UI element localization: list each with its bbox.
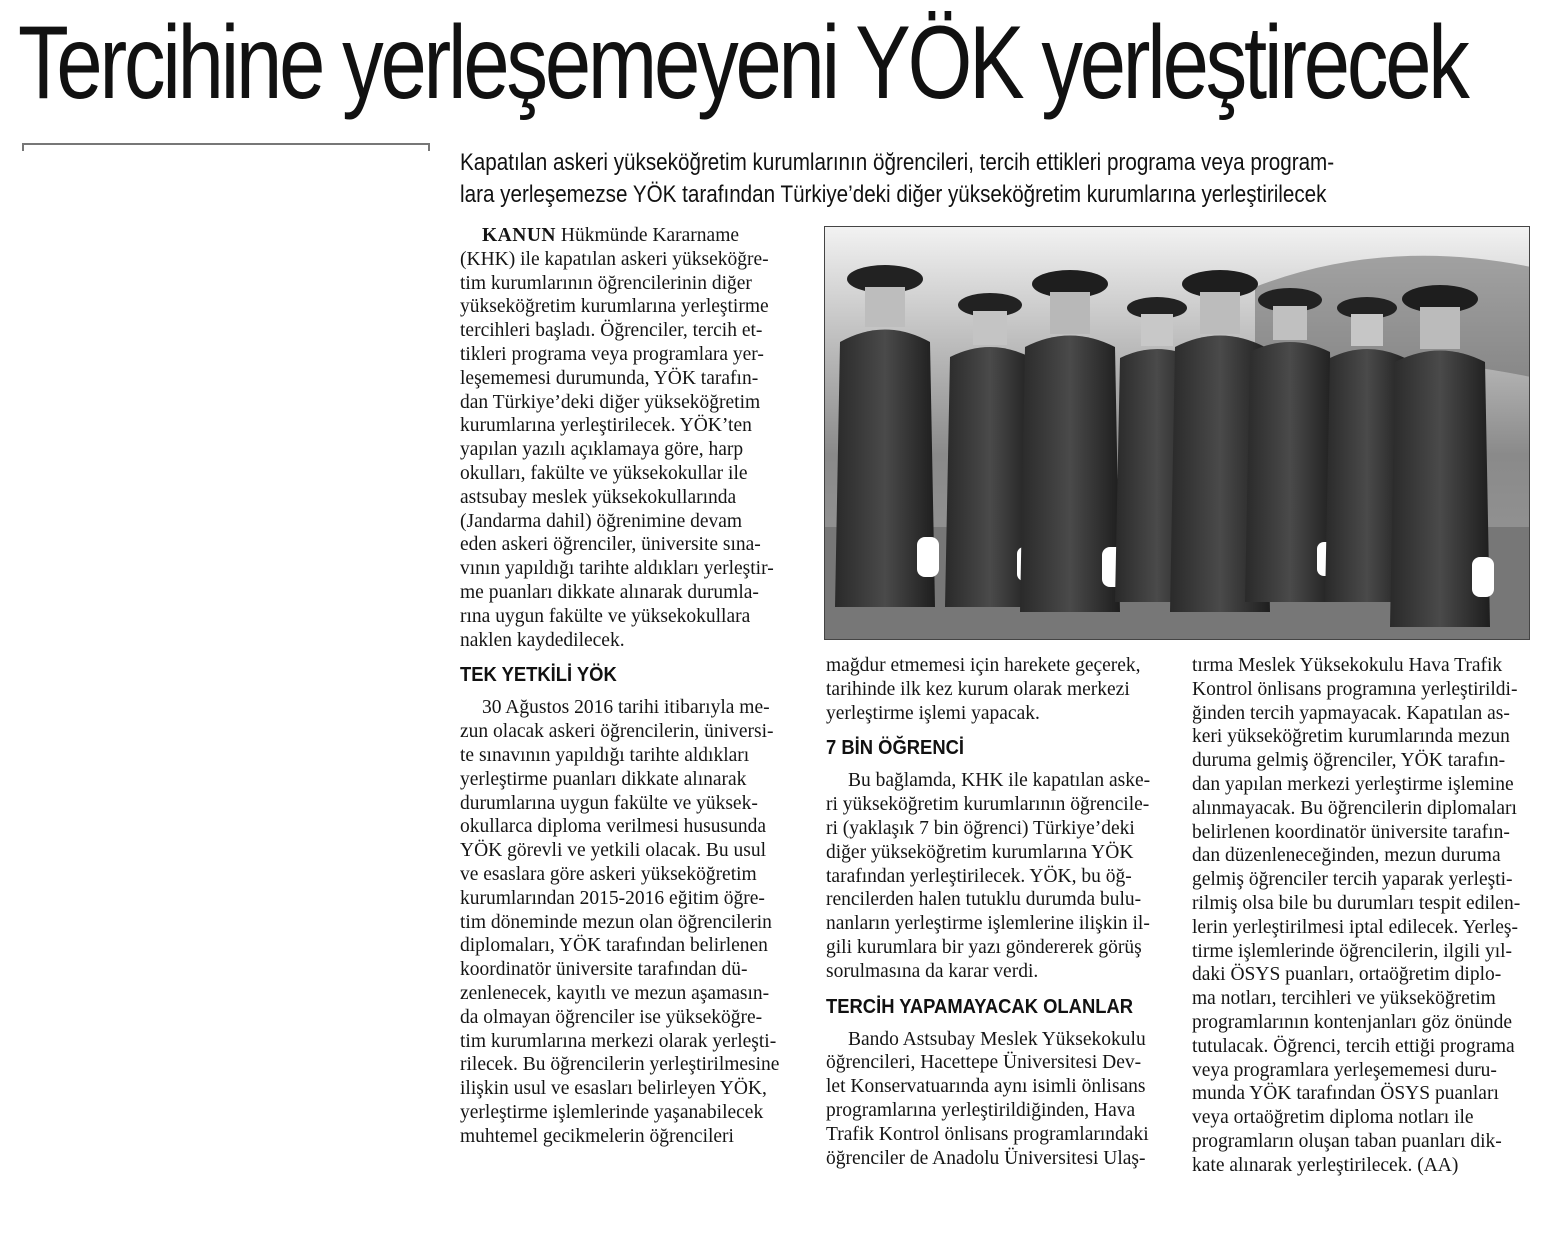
text-line: durumlarına uygun fakülte ve yüksek- bbox=[460, 792, 758, 814]
text-line: lerin yerleştirilmesi iptal edilecek. Yerleş- bbox=[1192, 916, 1518, 938]
text-line: da olmayan öğrenciler ise yükseköğre- bbox=[460, 1006, 763, 1028]
text-line: munda YÖK tarafından ÖSYS puanları bbox=[1192, 1083, 1499, 1105]
text-line: kurumlarından 2015-2016 eğitim öğre- bbox=[460, 887, 765, 909]
text-line: öğrencileri, Hacettepe Üniversitesi Dev- bbox=[826, 1052, 1142, 1074]
text-line: diğer yükseköğretim kurumlarına YÖK bbox=[826, 841, 1134, 863]
intro-first-line: Hükmünde Kararname bbox=[556, 225, 740, 246]
text-line: kate alınarak yerleştirilecek. (AA) bbox=[1192, 1154, 1459, 1176]
text-line: belirlenen koordinatör üniversite tarafın- bbox=[1192, 821, 1510, 843]
text-line: muhtemel gecikmelerin öğrencileri bbox=[460, 1125, 734, 1147]
text-line: yükseköğretim kurumlarına yerleştirme bbox=[460, 296, 769, 318]
text-line: yerleştirme işlemlerinde yaşanabilecek bbox=[460, 1101, 764, 1123]
text-line: programlarına yerleştirildiğinden, Hava bbox=[826, 1099, 1136, 1121]
text-line: programların oluşan taban puanları dik- bbox=[1192, 1130, 1502, 1152]
text-line: nanların yerleştirme işlemlerine ilişkin il- bbox=[826, 913, 1150, 935]
text-line: ri (yaklaşık 7 bin öğrenci) Türkiye’deki bbox=[826, 817, 1135, 839]
text-line: naklen kaydedilecek. bbox=[460, 629, 625, 651]
deck-subheadline bbox=[460, 147, 1540, 211]
article-column-3 bbox=[1192, 654, 1537, 1178]
text-line: yerleştirme işlemi yapacak. bbox=[826, 702, 1040, 724]
text-line: okulları, fakülte ve yüksekokullar ile bbox=[460, 462, 748, 484]
text-line: Bu bağlamda, KHK ile kapatılan aske- bbox=[848, 770, 1151, 792]
text-line: veya programlara yerleşememesi duru- bbox=[1192, 1059, 1497, 1081]
text-line: rına uygun fakülte ve yüksekokullara bbox=[460, 605, 751, 627]
text-line: ve esaslara göre askeri yükseköğretim bbox=[460, 863, 757, 885]
text-line: zenlenecek, kayıtlı ve mezun aşamasın- bbox=[460, 982, 770, 1004]
text-line: ma notları, tercihleri ve yükseköğretim bbox=[1192, 988, 1496, 1010]
text-line: me puanları dikkate alınarak durumla- bbox=[460, 581, 759, 603]
text-line: kurumlarına yerleştirilecek. YÖK’ten bbox=[460, 415, 752, 437]
text-line: programlarının kontenjanları göz önünde bbox=[1192, 1011, 1513, 1033]
text-line: ilişkin usul ve esasları belirleyen YÖK, bbox=[460, 1078, 767, 1100]
paragraph-tek-yetkili bbox=[460, 696, 800, 1148]
paragraph-7-bin bbox=[826, 769, 1171, 983]
text-line: leşememesi durumunda, YÖK tarafın- bbox=[460, 367, 759, 389]
text-line: alınmayacak. Bu öğrencilerin diplomaları bbox=[1192, 797, 1517, 819]
paragraph-column-3 bbox=[1192, 654, 1537, 1178]
subhead-tercih-yapamayacak: TERCİH YAPAMAYACAK OLANLAR bbox=[826, 995, 1134, 1018]
text-line: 30 Ağustos 2016 tarihi itibarıyla me- bbox=[482, 697, 770, 719]
headline: Tercihine yerleşemeyeni YÖK yerleştirecek bbox=[18, 5, 1467, 121]
text-line: (KHK) ile kapatılan askeri yükseköğre- bbox=[460, 248, 769, 270]
text-line: let Konservatuarında aynı isimli önlisans bbox=[826, 1076, 1146, 1098]
text-line: tim kurumlarının öğrencilerinin diğer bbox=[460, 272, 752, 294]
text-line: dan düzenleneceğinden, mezun duruma bbox=[1192, 845, 1501, 867]
text-line: veya ortaöğretim diploma notları ile bbox=[1192, 1107, 1474, 1129]
text-line: daki ÖSYS puanları, ortaöğretim diplo- bbox=[1192, 964, 1502, 986]
text-line: keri yükseköğretim kurumlarında mezun bbox=[1192, 726, 1510, 748]
subhead-7-bin-ogrenci: 7 BİN ÖĞRENCİ bbox=[826, 737, 965, 760]
text-line: rilecek. Bu öğrencilerin yerleştirilmesine bbox=[460, 1054, 780, 1076]
text-line: dan Türkiye’deki diğer yükseköğretim bbox=[460, 391, 761, 413]
text-line: diplomaları, YÖK tarafından belirlenen bbox=[460, 935, 768, 957]
text-line: tarihinde ilk kez kurum olarak merkezi bbox=[826, 678, 1130, 700]
text-line: astsubay meslek yüksekokullarında bbox=[460, 486, 737, 508]
text-line: te sınavının yapıldığı tarihte aldıkları bbox=[460, 744, 750, 766]
text-line: tim döneminde mezun olan öğrencilerin bbox=[460, 911, 772, 933]
text-line: ğinden tercih yapmayacak. Kapatılan as- bbox=[1192, 702, 1510, 724]
article-column-2 bbox=[826, 654, 1171, 1170]
continuation-paragraph bbox=[826, 654, 1171, 725]
text-line: tarafından yerleştirilecek. YÖK, bu öğ- bbox=[826, 865, 1132, 887]
text-line: vının yapıldığı tarihte aldıkları yerleştir- bbox=[460, 558, 774, 580]
text-line: Trafik Kontrol önlisans programlarındaki bbox=[826, 1123, 1149, 1145]
cadets-photo bbox=[824, 226, 1530, 640]
text-line: rilmiş olsa bile bu durumları tespit edilen- bbox=[1192, 892, 1521, 914]
text-line: (Jandarma dahil) öğrenimine devam bbox=[460, 510, 743, 532]
subhead-tek-yetkili: TEK YETKİLİ YÖK bbox=[460, 664, 617, 687]
text-line: zun olacak askeri öğrencilerin, üniversi- bbox=[460, 721, 774, 743]
text-line: tikleri programa veya programlara yer- bbox=[460, 343, 764, 365]
text-line: gili kurumlara bir yazı göndererek görüş bbox=[826, 936, 1142, 958]
text-line: eden askeri öğrenciler, üniversite sına- bbox=[460, 534, 761, 556]
text-line: rencilerden halen tutuklu durumda bulu- bbox=[826, 889, 1142, 911]
text-line: tırma Meslek Yüksekokulu Hava Trafik bbox=[1192, 655, 1503, 676]
text-line: tim kurumlarına merkezi olarak yerleşti- bbox=[460, 1030, 777, 1052]
text-line: duruma gelmiş öğrenciler, YÖK tarafın- bbox=[1192, 750, 1506, 772]
text-line: dan yapılan merkezi yerleştirme işlemine bbox=[1192, 773, 1514, 795]
lead-word: KANUN bbox=[482, 225, 556, 246]
text-line: ri yükseköğretim kurumlarının öğrencile- bbox=[826, 794, 1150, 816]
text-line: tercihleri başladı. Öğrenciler, tercih et- bbox=[460, 320, 763, 342]
text-line: gelmiş öğrenciler tercih yaparak yerleşti- bbox=[1192, 869, 1513, 891]
text-line: koordinatör üniversite tarafından dü- bbox=[460, 959, 748, 981]
intro-paragraph bbox=[460, 224, 800, 652]
text-line: yerleştirme puanları dikkate alınarak bbox=[460, 768, 747, 790]
text-line: YÖK görevli ve yetkili olacak. Bu usul bbox=[460, 840, 766, 862]
text-line: öğrenciler de Anadolu Üniversitesi Ulaş- bbox=[826, 1147, 1146, 1169]
paragraph-tercih-yapamayacak bbox=[826, 1028, 1171, 1171]
text-line: yapılan yazılı açıklamaya göre, harp bbox=[460, 439, 744, 461]
text-line: tirme işlemlerinde öğrencilerin, ilgili yıl- bbox=[1192, 940, 1513, 962]
text-line: Bando Astsubay Meslek Yüksekokulu bbox=[848, 1028, 1146, 1050]
text-line: okullarca diploma verilmesi hususunda bbox=[460, 816, 766, 838]
text-line: Kontrol önlisans programına yerleştirildi- bbox=[1192, 678, 1518, 700]
text-line: sorulmasına da karar verdi. bbox=[826, 960, 1039, 982]
deck-line: Kapatılan askeri yükseköğretim kurumlarının öğrencileri, tercih ettikleri programa veya program- bbox=[460, 149, 1335, 176]
text-line: mağdur etmemesi için harekete geçerek, bbox=[826, 655, 1141, 676]
section-rule bbox=[22, 143, 430, 151]
deck-line: lara yerleşemezse YÖK tarafından Türkiye’deki diğer yükseköğretim kurumlarına yerleştirilecek bbox=[460, 181, 1327, 208]
text-line: tutulacak. Öğrenci, tercih ettiği programa bbox=[1192, 1035, 1515, 1057]
article-column-1 bbox=[460, 224, 800, 1148]
